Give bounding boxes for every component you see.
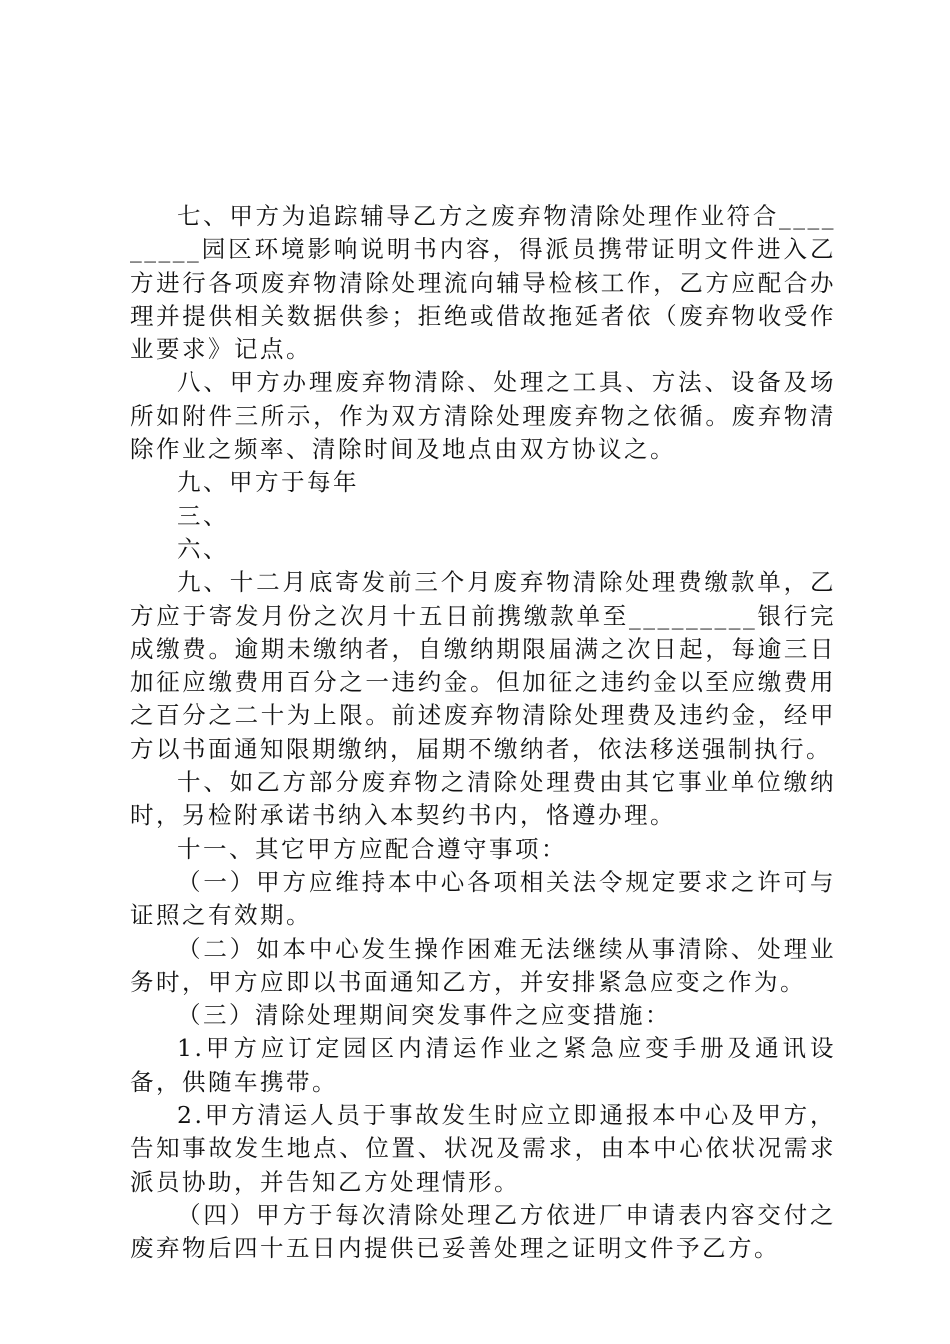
clause-9-body: 九、十二月底寄发前三个月废弃物清除处理费缴款单，乙方应于寄发月份之次月十五日前携缴款单至_________银行完成缴费。逾期未缴纳者，自缴纳期限届满之次日起，每逾三日加征应缴费用百分之一违约金。但加征之违约金以至应缴费用之百分之二十为上限。前述废弃物清除处理费及违约金，经甲方以书面通知限期缴纳，届期不缴纳者，依法移送强制执行。 bbox=[130, 568, 836, 763]
clause-8: 八、甲方办理废弃物清除、处理之工具、方法、设备及场所如附件三所示，作为双方清除处理废弃物之依循。废弃物清除作业之频率、清除时间及地点由双方协议之。 bbox=[130, 368, 836, 464]
clause-11-item-4: （四）甲方于每次清除处理乙方依进厂申请表内容交付之废弃物后四十五日内提供已妥善处理之证明文件予乙方。 bbox=[130, 1200, 836, 1263]
clause-11-heading: 十一、其它甲方应配合遵守事项： bbox=[177, 834, 567, 863]
clause-11-item-3: （三）清除处理期间突发事件之应变措施： bbox=[177, 1001, 671, 1030]
clause-9-month-3: 三、 bbox=[177, 501, 229, 530]
clause-10: 十、如乙方部分废弃物之清除处理费由其它事业单位缴纳时，另检附承诺书纳入本契约书内，恪遵办理。 bbox=[130, 768, 836, 830]
clause-11-item-1: （一）甲方应维持本中心各项相关法令规定要求之许可与证照之有效期。 bbox=[130, 867, 836, 930]
clause-7: 七、甲方为追踪辅导乙方之废弃物清除处理作业符合_________园区环境影响说明书内容，得派员携带证明文件进入乙方进行各项废弃物清除处理流向辅导检核工作，乙方应配合办理并提供相关数据供参；拒绝或借故拖延者依（废弃物收受作业要求》记点。 bbox=[130, 202, 836, 364]
clause-11-item-3-sub-2: 2.甲方清运人员于事故发生时应立即通报本中心及甲方，告知事故发生地点、位置、状况及需求，由本中心依状况需求派员协助，并告知乙方处理情形。 bbox=[130, 1101, 836, 1196]
clause-9-heading: 九、甲方于每年 bbox=[177, 468, 359, 497]
document-body bbox=[130, 200, 836, 1266]
clause-11-item-3-sub-1: 1.甲方应订定园区内清运作业之紧急应变手册及通讯设备，供随车携带。 bbox=[130, 1034, 836, 1096]
clause-9-month-6: 六、 bbox=[177, 534, 229, 563]
clause-11-item-2: （二）如本中心发生操作困难无法继续从事清除、处理业务时，甲方应即以书面通知乙方，并安排紧急应变之作为。 bbox=[130, 934, 836, 996]
